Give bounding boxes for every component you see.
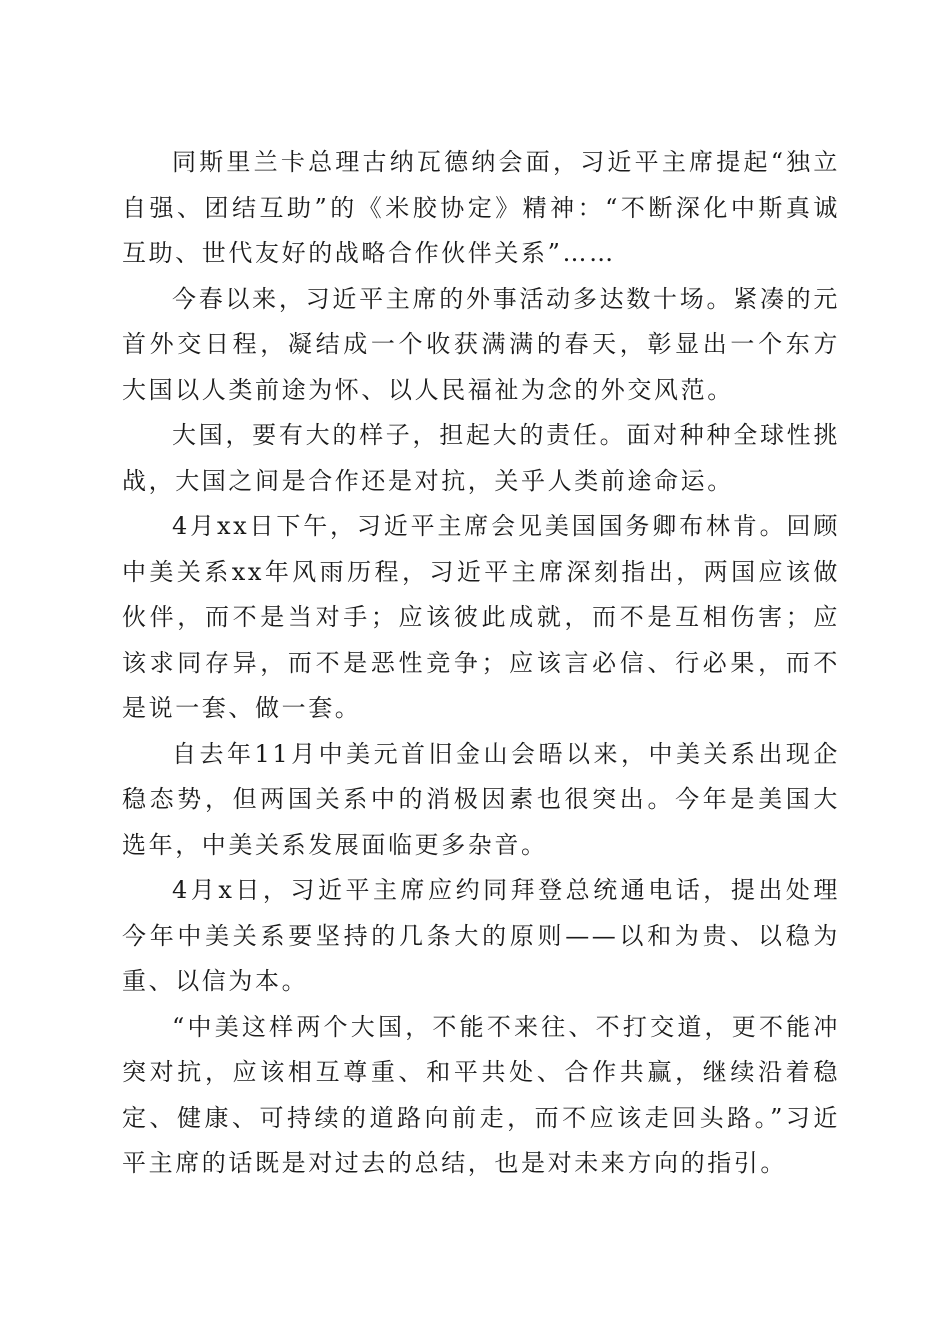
- paragraph: 4月x日，习近平主席应约同拜登总统通电话，提出处理今年中美关系要坚持的几条大的原则——以和为贵、以稳为重、以信为本。: [122, 876, 840, 995]
- paragraph: 同斯里兰卡总理古纳瓦德纳会面，习近平主席提起“独立自强、团结互助”的《米胶协定》精神：“不断深化中斯真诚互助、世代友好的战略合作伙伴关系”……: [122, 148, 840, 267]
- paragraph: 大国，要有大的样子，担起大的责任。面对种种全球性挑战，大国之间是合作还是对抗，关乎人类前途命运。: [122, 421, 840, 495]
- document-body: [122, 140, 840, 1187]
- paragraph: “中美这样两个大国，不能不来往、不打交道，更不能冲突对抗，应该相互尊重、和平共处、合作共赢，继续沿着稳定、健康、可持续的道路向前走，而不应该走回头路。”习近平主席的话既是对过去的总结，也是对未来方向的指引。: [122, 1012, 840, 1177]
- paragraph: 今春以来，习近平主席的外事活动多达数十场。紧凑的元首外交日程，凝结成一个收获满满的春天，彰显出一个东方大国以人类前途为怀、以人民福祉为念的外交风范。: [122, 284, 840, 404]
- paragraph: 4月xx日下午，习近平主席会见美国国务卿布林肯。回顾中美关系xx年风雨历程，习近平主席深刻指出，两国应该做伙伴，而不是当对手；应该彼此成就，而不是互相伤害；应该求同存异，而不是恶性竞争；应该言必信、行必果，而不是说一套、做一套。: [122, 512, 840, 722]
- paragraph: 自去年11月中美元首旧金山会晤以来，中美关系出现企稳态势，但两国关系中的消极因素也很突出。今年是美国大选年，中美关系发展面临更多杂音。: [122, 739, 840, 859]
